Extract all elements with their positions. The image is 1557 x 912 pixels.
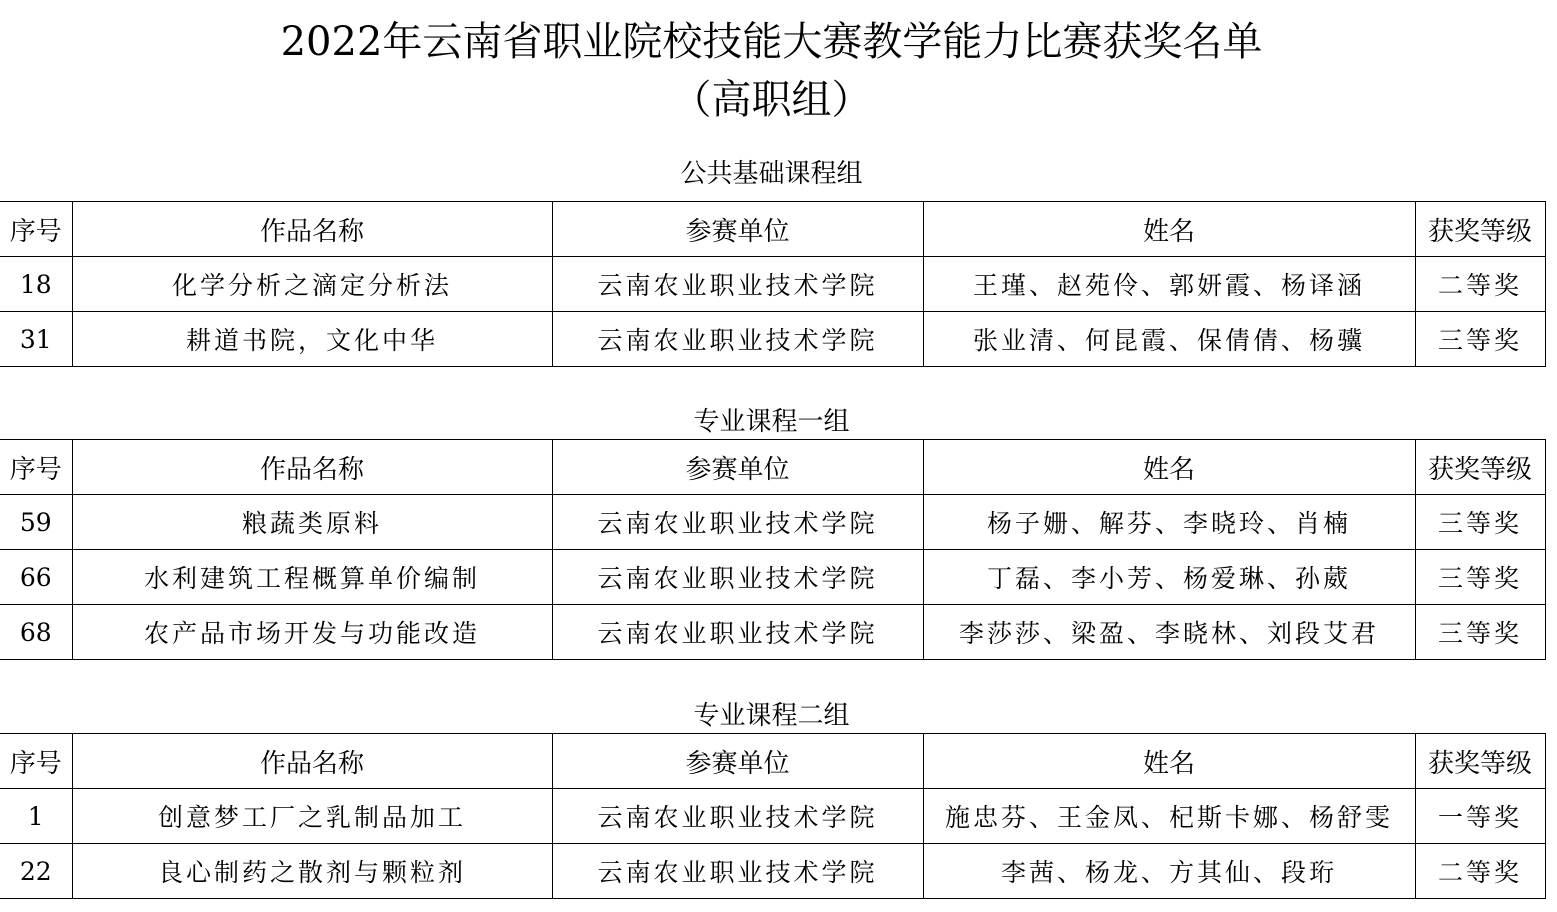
page-subtitle: （高职组） (671, 77, 872, 123)
cell-no: 66 (0, 550, 72, 605)
table-header-row (0, 734, 1545, 789)
section-heading-professional-2: 专业课程二组 (693, 701, 850, 731)
column-header-no: 序号 (0, 440, 72, 495)
cell-names: 杨子姗、解芬、李晓玲、肖楠 (923, 495, 1415, 550)
column-header-no: 序号 (0, 734, 72, 789)
cell-no: 1 (0, 789, 72, 844)
cell-award: 三等奖 (1415, 605, 1545, 660)
cell-names: 施忠芬、王金凤、杞斯卡娜、杨舒雯 (923, 789, 1415, 844)
award-table-professional-1 (0, 439, 1546, 660)
column-header-unit: 参赛单位 (552, 440, 923, 495)
table-header-row (0, 202, 1545, 257)
cell-names: 丁磊、李小芳、杨爱琳、孙葳 (923, 550, 1415, 605)
cell-names: 张业清、何昆霞、保倩倩、杨骥 (923, 312, 1415, 367)
column-header-names: 姓名 (923, 440, 1415, 495)
cell-award: 三等奖 (1415, 312, 1545, 367)
cell-award: 二等奖 (1415, 257, 1545, 312)
table-row (0, 605, 1545, 660)
award-table-public-basic (0, 201, 1546, 367)
cell-work: 耕道书院，文化中华 (72, 312, 552, 367)
cell-work: 良心制药之散剂与颗粒剂 (72, 844, 552, 899)
cell-unit: 云南农业职业技术学院 (552, 550, 923, 605)
page-title: 2022年云南省职业院校技能大赛教学能力比赛获奖名单 (280, 19, 1263, 65)
column-header-award: 获奖等级 (1415, 734, 1545, 789)
cell-no: 18 (0, 257, 72, 312)
cell-unit: 云南农业职业技术学院 (552, 257, 923, 312)
cell-no: 68 (0, 605, 72, 660)
section-heading-public-basic: 公共基础课程组 (680, 159, 863, 189)
column-header-award: 获奖等级 (1415, 202, 1545, 257)
section-heading-professional-1: 专业课程一组 (693, 407, 850, 437)
table-header-row (0, 440, 1545, 495)
cell-unit: 云南农业职业技术学院 (552, 789, 923, 844)
cell-work: 创意梦工厂之乳制品加工 (72, 789, 552, 844)
cell-unit: 云南农业职业技术学院 (552, 495, 923, 550)
column-header-names: 姓名 (923, 202, 1415, 257)
cell-award: 三等奖 (1415, 495, 1545, 550)
column-header-work: 作品名称 (72, 440, 552, 495)
cell-no: 31 (0, 312, 72, 367)
cell-no: 59 (0, 495, 72, 550)
cell-unit: 云南农业职业技术学院 (552, 844, 923, 899)
table-row (0, 550, 1545, 605)
column-header-work: 作品名称 (72, 202, 552, 257)
column-header-names: 姓名 (923, 734, 1415, 789)
table-row (0, 844, 1545, 899)
cell-work: 水利建筑工程概算单价编制 (72, 550, 552, 605)
cell-names: 李茜、杨龙、方其仙、段珩 (923, 844, 1415, 899)
cell-work: 粮蔬类原料 (72, 495, 552, 550)
column-header-unit: 参赛单位 (552, 734, 923, 789)
cell-award: 三等奖 (1415, 550, 1545, 605)
cell-unit: 云南农业职业技术学院 (552, 312, 923, 367)
cell-unit: 云南农业职业技术学院 (552, 605, 923, 660)
cell-names: 李莎莎、梁盈、李晓林、刘段艾君 (923, 605, 1415, 660)
cell-work: 农产品市场开发与功能改造 (72, 605, 552, 660)
cell-no: 22 (0, 844, 72, 899)
table-row (0, 257, 1545, 312)
table-row (0, 495, 1545, 550)
cell-award: 二等奖 (1415, 844, 1545, 899)
table-row (0, 312, 1545, 367)
column-header-work: 作品名称 (72, 734, 552, 789)
cell-work: 化学分析之滴定分析法 (72, 257, 552, 312)
column-header-award: 获奖等级 (1415, 440, 1545, 495)
column-header-unit: 参赛单位 (552, 202, 923, 257)
cell-award: 一等奖 (1415, 789, 1545, 844)
cell-names: 王瑾、赵苑伶、郭妍霞、杨译涵 (923, 257, 1415, 312)
award-table-professional-2 (0, 733, 1546, 899)
column-header-no: 序号 (0, 202, 72, 257)
table-row (0, 789, 1545, 844)
